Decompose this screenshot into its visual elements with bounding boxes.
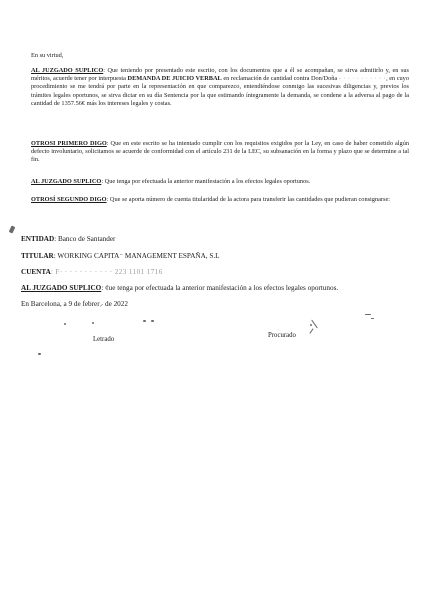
suplico-text-1: : Que teniendo por presentado este escrito, con los documentos que a él se acompañan, se sirva admitirlo y, en sus méritos, acuerde tener por interpuesta bbox=[31, 67, 409, 83]
otrosi-segundo-text: : Que se aporta número de cuenta titularidad de la actora para transferir las cantidades que pudieran consignarse: bbox=[106, 196, 390, 203]
cuenta-value: : F· · · · · · · · · · · 223 1101 1716 bbox=[50, 268, 163, 276]
paragraph-suplico-manifestacion bbox=[31, 178, 409, 186]
otrosi-primero-text: : Que en este escrito se ha intentado cumplir con los requisitos exigidos por la Ley, en caso de haber cometido algún defecto involuntario, solicitamos se acuerde de conformidad con el artículo 231 de la LEC, su subsanación en la forma y plazo que se determine a tal fin. bbox=[31, 140, 409, 164]
scan-mark bbox=[38, 353, 41, 355]
suplico-heading: AL JUZGADO SUPLICO bbox=[31, 67, 104, 74]
cuenta-label: CUENTA bbox=[21, 268, 51, 276]
suplico-final-text: : ¢ue tenga por efectuada la anterior manifestación a los efectos legales oportunos. bbox=[101, 284, 339, 292]
suplico-heading-2: AL JUZGADO SUPLICO bbox=[31, 178, 102, 185]
suplico-manifestacion-text: : Que tenga por efectuada la anterior manifestación a los efectos legales oportunos. bbox=[101, 178, 311, 185]
otrosi-segundo-heading: OTROSÍ SEGUNDO DIGO bbox=[31, 196, 107, 203]
scan-mark bbox=[64, 323, 66, 325]
paragraph-suplico-final bbox=[21, 284, 411, 293]
demanda-emphasis: DEMANDA DE JUICIO VERBAL bbox=[127, 75, 222, 83]
titular-label: TITULAR bbox=[21, 252, 54, 260]
entidad-line bbox=[21, 235, 115, 244]
otrosi-primero-heading: OTROSI PRIMERO DIGO bbox=[31, 140, 107, 147]
paragraph-suplico-demanda bbox=[31, 67, 409, 108]
scan-mark bbox=[310, 324, 312, 326]
entidad-value: : Banco de Santander bbox=[54, 235, 116, 243]
suplico-heading-3: AL JUZGADO SUPLICO bbox=[21, 284, 102, 292]
paragraph-otrosi-primero bbox=[31, 140, 409, 165]
suplico-text-2: en reclamación de cantidad contra Don/Doña bbox=[221, 75, 338, 83]
scan-mark bbox=[365, 314, 371, 315]
date-line: En Barcelona, a 9 de febrer⸝ de 2022 bbox=[21, 300, 128, 308]
letrado-signature-label: Letrado bbox=[93, 336, 115, 343]
scan-mark bbox=[143, 320, 146, 322]
redacted-defendant-name: - · · · · · · · · · · bbox=[338, 75, 387, 83]
scan-mark bbox=[151, 320, 154, 322]
paragraph-otrosi-segundo bbox=[31, 196, 409, 204]
intro-text: En su virtud, bbox=[31, 52, 64, 59]
scan-mark bbox=[92, 322, 94, 324]
scan-mark bbox=[371, 318, 374, 319]
titular-line bbox=[21, 252, 220, 261]
suplico-text-3: , en cuyo procedimiento se me tendrá por parte en la representación en que comparezco, entendiéndose conmigo las sucesivas diligencias y, previos los trámites legales oportunos, se sirva dictar en su día Sentencia por la que estimando íntegramente la demanda, se condene a la adversa al pago de la cantidad de 1357.56€ más los intereses legales y costas. bbox=[31, 75, 409, 107]
scan-mark bbox=[309, 328, 313, 333]
procurador-signature-label: Procurado bbox=[268, 332, 296, 339]
cuenta-line bbox=[21, 268, 163, 277]
titular-value: : WORKING CAPITA⁻ MANAGEMENT ESPAÑA, S.L bbox=[53, 252, 220, 260]
scan-mark bbox=[9, 225, 16, 233]
entidad-label: ENTIDAD bbox=[21, 235, 55, 243]
